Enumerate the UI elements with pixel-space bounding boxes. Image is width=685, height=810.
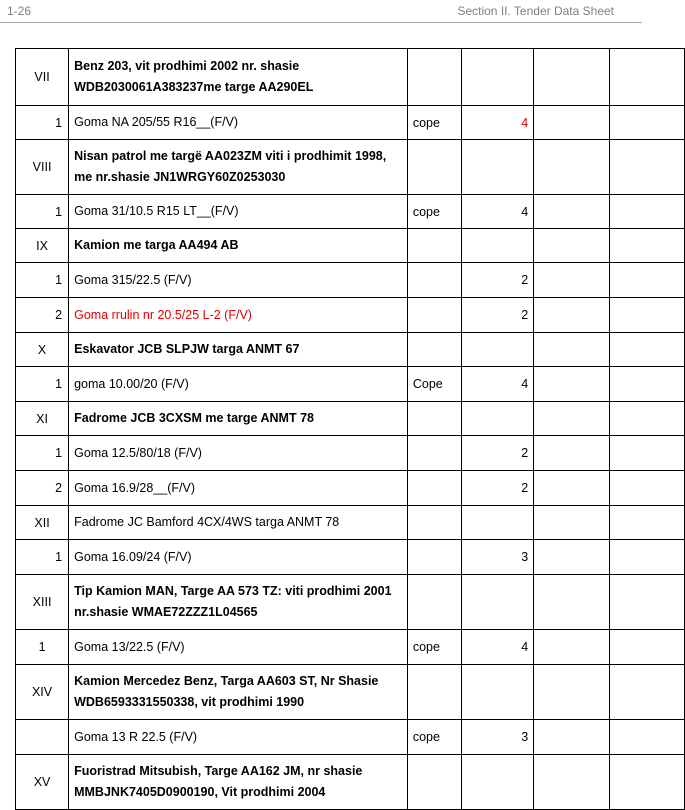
item-quantity: 4: [462, 195, 534, 229]
total-price-cell: [609, 471, 684, 506]
item-description: Fadrome JCB 3CXSM me targe ANMT 78: [69, 402, 408, 436]
item-unit: [407, 540, 461, 575]
unit-price-cell: [534, 333, 609, 367]
item-unit: [407, 402, 461, 436]
table-row: [16, 49, 685, 106]
total-price-cell: [609, 195, 684, 229]
item-index: XIII: [16, 575, 69, 630]
item-unit: [407, 140, 461, 195]
total-price-cell: [609, 298, 684, 333]
table-row: [16, 720, 685, 755]
table-row: [16, 506, 685, 540]
unit-price-cell: [534, 106, 609, 140]
item-quantity: 3: [462, 720, 534, 755]
page-header: [0, 0, 642, 23]
unit-price-cell: [534, 140, 609, 195]
item-index: XV: [16, 755, 69, 810]
unit-price-cell: [534, 755, 609, 810]
item-quantity: 2: [462, 298, 534, 333]
item-unit: cope: [407, 630, 461, 665]
total-price-cell: [609, 402, 684, 436]
item-quantity: [462, 506, 534, 540]
total-price-cell: [609, 333, 684, 367]
section-title: Section II. Tender Data Sheet: [457, 4, 614, 18]
unit-price-cell: [534, 367, 609, 402]
item-unit: cope: [407, 195, 461, 229]
item-quantity: [462, 575, 534, 630]
item-description: Kamion Mercedez Benz, Targa AA603 ST, Nr Shasie WDB6593331550338, vit prodhimi 1990: [69, 665, 408, 720]
item-description: Goma 31/10.5 R15 LT__(F/V): [69, 195, 408, 229]
item-quantity: [462, 665, 534, 720]
item-index: 1: [16, 436, 69, 471]
total-price-cell: [609, 720, 684, 755]
item-quantity: 2: [462, 263, 534, 298]
item-index: 1: [16, 630, 69, 665]
total-price-cell: [609, 49, 684, 106]
total-price-cell: [609, 755, 684, 810]
unit-price-cell: [534, 263, 609, 298]
table-row: [16, 263, 685, 298]
item-quantity: 2: [462, 436, 534, 471]
item-description: Goma 12.5/80/18 (F/V): [69, 436, 408, 471]
item-quantity: [462, 333, 534, 367]
unit-price-cell: [534, 402, 609, 436]
item-description: Goma NA 205/55 R16__(F/V): [69, 106, 408, 140]
item-description: Nisan patrol me targë AA023ZM viti i prodhimit 1998, me nr.shasie JN1WRGY60Z0253030: [69, 140, 408, 195]
item-description: Goma 13/22.5 (F/V): [69, 630, 408, 665]
item-quantity: [462, 140, 534, 195]
unit-price-cell: [534, 298, 609, 333]
table-row: [16, 402, 685, 436]
item-description: Fuoristrad Mitsubish, Targe AA162 JM, nr shasie MMBJNK7405D0900190, Vit prodhimi 2004: [69, 755, 408, 810]
item-quantity: 4: [462, 367, 534, 402]
item-unit: [407, 49, 461, 106]
item-index: XII: [16, 506, 69, 540]
item-unit: [407, 575, 461, 630]
item-index: 1: [16, 106, 69, 140]
item-index: IX: [16, 229, 69, 263]
item-index: XIV: [16, 665, 69, 720]
item-description: Goma 13 R 22.5 (F/V): [69, 720, 408, 755]
total-price-cell: [609, 630, 684, 665]
total-price-cell: [609, 665, 684, 720]
total-price-cell: [609, 367, 684, 402]
item-index: [16, 720, 69, 755]
item-index: 2: [16, 298, 69, 333]
unit-price-cell: [534, 665, 609, 720]
table-row: [16, 106, 685, 140]
item-description: Goma 16.09/24 (F/V): [69, 540, 408, 575]
unit-price-cell: [534, 575, 609, 630]
table-row: [16, 367, 685, 402]
table-row: [16, 630, 685, 665]
item-quantity: 4: [462, 106, 534, 140]
unit-price-cell: [534, 229, 609, 263]
total-price-cell: [609, 263, 684, 298]
item-unit: cope: [407, 720, 461, 755]
unit-price-cell: [534, 436, 609, 471]
item-index: 1: [16, 367, 69, 402]
item-unit: [407, 665, 461, 720]
item-description: Kamion me targa AA494 AB: [69, 229, 408, 263]
total-price-cell: [609, 106, 684, 140]
item-quantity: 2: [462, 471, 534, 506]
item-unit: [407, 229, 461, 263]
table-row: [16, 140, 685, 195]
page-number: 1-26: [7, 4, 32, 18]
item-quantity: [462, 229, 534, 263]
unit-price-cell: [534, 195, 609, 229]
item-description: Fadrome JC Bamford 4CX/4WS targa ANMT 78: [69, 506, 408, 540]
item-index: VII: [16, 49, 69, 106]
table-row: [16, 755, 685, 810]
table-row: [16, 540, 685, 575]
unit-price-cell: [534, 49, 609, 106]
item-unit: [407, 506, 461, 540]
item-quantity: [462, 402, 534, 436]
item-quantity: [462, 755, 534, 810]
item-index: XI: [16, 402, 69, 436]
item-description: Goma rrulin nr 20.5/25 L-2 (F/V): [69, 298, 408, 333]
total-price-cell: [609, 140, 684, 195]
item-unit: [407, 333, 461, 367]
unit-price-cell: [534, 630, 609, 665]
total-price-cell: [609, 575, 684, 630]
table-row: [16, 436, 685, 471]
item-unit: Cope: [407, 367, 461, 402]
total-price-cell: [609, 540, 684, 575]
unit-price-cell: [534, 540, 609, 575]
table-row: [16, 333, 685, 367]
item-unit: [407, 471, 461, 506]
item-index: 1: [16, 540, 69, 575]
item-description: Goma 16.9/28__(F/V): [69, 471, 408, 506]
item-quantity: 3: [462, 540, 534, 575]
item-quantity: [462, 49, 534, 106]
item-quantity: 4: [462, 630, 534, 665]
item-unit: cope: [407, 106, 461, 140]
table-row: [16, 471, 685, 506]
table-row: [16, 665, 685, 720]
item-unit: [407, 298, 461, 333]
item-description: Benz 203, vit prodhimi 2002 nr. shasie WDB2030061A383237me targe AA290EL: [69, 49, 408, 106]
table-row: [16, 575, 685, 630]
item-index: X: [16, 333, 69, 367]
item-unit: [407, 755, 461, 810]
item-index: 2: [16, 471, 69, 506]
item-description: Eskavator JCB SLPJW targa ANMT 67: [69, 333, 408, 367]
item-description: goma 10.00/20 (F/V): [69, 367, 408, 402]
table-row: [16, 229, 685, 263]
tender-table: [15, 48, 685, 810]
item-unit: [407, 436, 461, 471]
unit-price-cell: [534, 506, 609, 540]
item-unit: [407, 263, 461, 298]
total-price-cell: [609, 229, 684, 263]
item-index: 1: [16, 195, 69, 229]
table-row: [16, 298, 685, 333]
item-description: Goma 315/22.5 (F/V): [69, 263, 408, 298]
table-row: [16, 195, 685, 229]
item-index: 1: [16, 263, 69, 298]
total-price-cell: [609, 506, 684, 540]
unit-price-cell: [534, 471, 609, 506]
item-index: VIII: [16, 140, 69, 195]
total-price-cell: [609, 436, 684, 471]
unit-price-cell: [534, 720, 609, 755]
item-description: Tip Kamion MAN, Targe AA 573 TZ: viti prodhimi 2001 nr.shasie WMAE72ZZZ1L04565: [69, 575, 408, 630]
